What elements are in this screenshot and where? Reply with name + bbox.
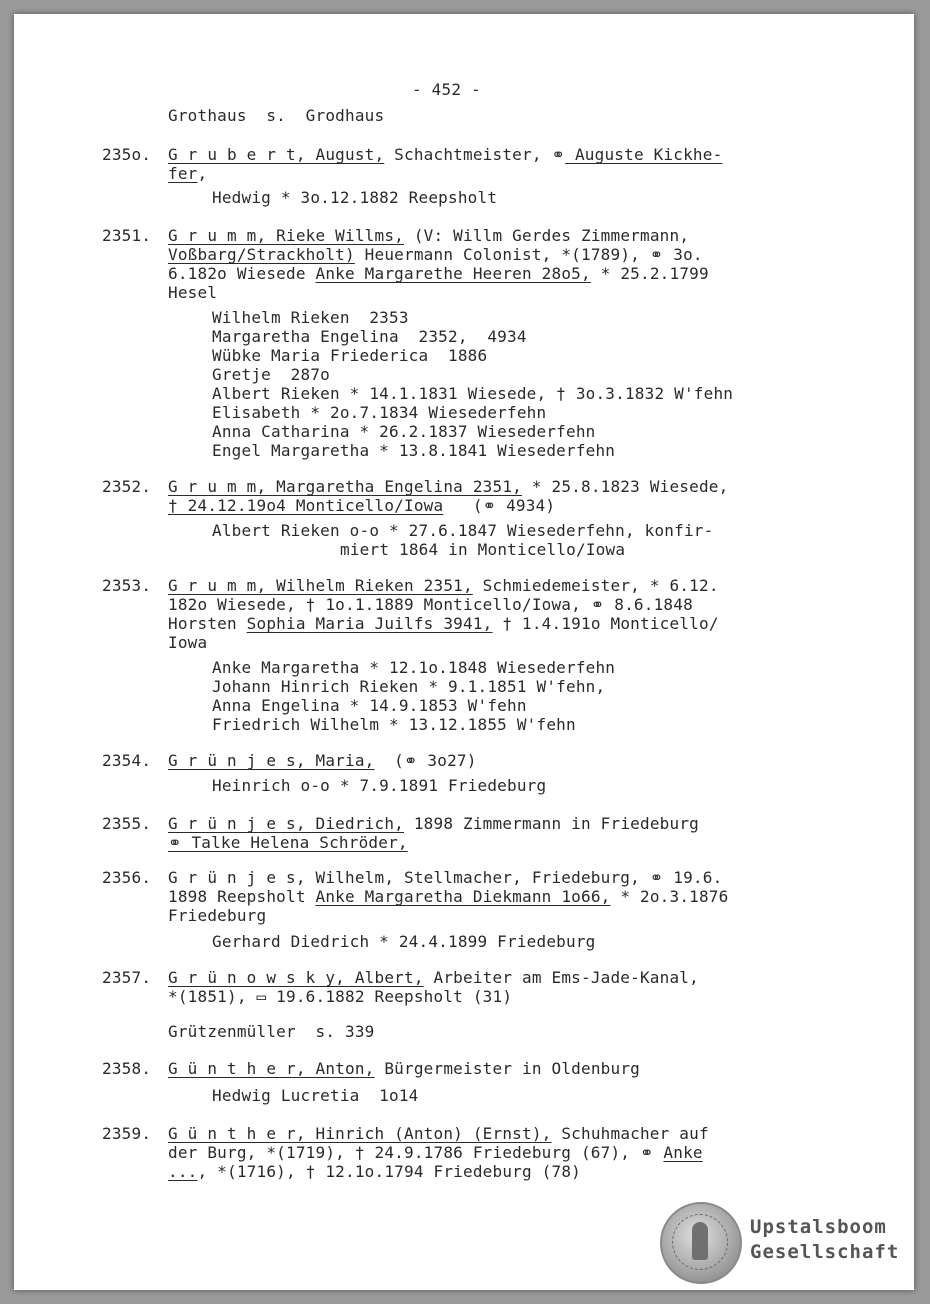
entry-name: G ü n t h e r, Hinrich (Anton) (Ernst),: [168, 1124, 552, 1143]
child-line: Albert Rieken * 14.1.1831 Wiesede, † 3o.3.1832 W'fehn: [212, 384, 734, 403]
entry-line: G r ü n o w s k y, Albert, Arbeiter am Ems-Jade-Kanal,: [168, 968, 699, 987]
child-line: Hedwig * 3o.12.1882 Reepsholt: [212, 188, 498, 207]
entry-line: ⚭ Talke Helena Schröder,: [168, 833, 408, 852]
entry-line: Friedeburg: [168, 906, 267, 925]
brand-name-line2: Gesellschaft: [750, 1241, 900, 1263]
entry-number: 2352.: [102, 477, 152, 496]
child-line: Elisabeth * 2o.7.1834 Wiesederfehn: [212, 403, 547, 422]
entry-number: 2358.: [102, 1059, 152, 1078]
entry-number: 2355.: [102, 814, 152, 833]
child-line: Gerhard Diedrich * 24.4.1899 Friedeburg: [212, 932, 596, 951]
entry-line: ..., *(1716), † 12.1o.1794 Friedeburg (78): [168, 1162, 581, 1181]
marriage-symbol: ⚭: [551, 145, 566, 164]
entry-line: G ü n t h e r, Anton, Bürgermeister in Oldenburg: [168, 1059, 640, 1078]
entry-line: *(1851), ▭ 19.6.1882 Reepsholt (31): [168, 987, 513, 1006]
document-page: [14, 14, 914, 1290]
entry-line: 1898 Reepsholt Anke Margaretha Diekmann 1o66, * 2o.3.1876: [168, 887, 729, 906]
entry-name: G r u m m, Rieke Willms,: [168, 226, 404, 245]
entry-line: 182o Wiesede, † 1o.1.1889 Monticello/Iowa, ⚭ 8.6.1848: [168, 595, 693, 614]
child-line: Anna Engelina * 14.9.1853 W'fehn: [212, 696, 527, 715]
child-line: Albert Rieken o-o * 27.6.1847 Wiesederfehn, konfir-: [212, 521, 714, 540]
entry-name: G r u m m, Margaretha Engelina 2351,: [168, 477, 522, 496]
entry-number: 2354.: [102, 751, 152, 770]
entry-name: G r u m m, Wilhelm Rieken 2351,: [168, 576, 473, 595]
child-line: Anke Margaretha * 12.1o.1848 Wiesederfehn: [212, 658, 616, 677]
entry-line: G r u m m, Margaretha Engelina 2351, * 25.8.1823 Wiesede,: [168, 477, 729, 496]
entry-number: 2359.: [102, 1124, 152, 1143]
entry-number: 235o.: [102, 145, 152, 164]
entry-line: Iowa: [168, 633, 208, 652]
entry-line: G r ü n j e s, Diedrich, 1898 Zimmermann in Friedeburg: [168, 814, 699, 833]
child-line: Anna Catharina * 26.2.1837 Wiesederfehn: [212, 422, 596, 441]
entry-line: Voßbarg/Strackholt) Heuermann Colonist, *(1789), ⚭ 3o.: [168, 245, 703, 264]
entry-number: 2357.: [102, 968, 152, 987]
entry-name: G r u b e r t, August,: [168, 145, 385, 164]
entry-name: G r ü n o w s k y, Albert,: [168, 968, 424, 987]
child-line: Wübke Maria Friederica 1886: [212, 346, 488, 365]
entry-line: G r u m m, Wilhelm Rieken 2351, Schmiedemeister, * 6.12.: [168, 576, 719, 595]
entry-name: G r ü n j e s, Diedrich,: [168, 814, 404, 833]
entry-line: 6.182o Wiesede Anke Margarethe Heeren 28o5, * 25.2.1799: [168, 264, 709, 283]
entry-line: † 24.12.19o4 Monticello/Iowa (⚭ 4934): [168, 496, 556, 515]
entry-line: fer,: [168, 164, 208, 183]
child-line: Heinrich o-o * 7.9.1891 Friedeburg: [212, 776, 547, 795]
child-line: Wilhelm Rieken 2353: [212, 308, 409, 327]
child-line: Margaretha Engelina 2352, 4934: [212, 327, 527, 346]
entry-number: 2351.: [102, 226, 152, 245]
entry-line: G r u m m, Rieke Willms, (V: Willm Gerdes Zimmermann,: [168, 226, 690, 245]
child-line: Johann Hinrich Rieken * 9.1.1851 W'fehn,: [212, 677, 606, 696]
entry-line: G r ü n j e s, Wilhelm, Stellmacher, Friedeburg, ⚭ 19.6.: [168, 868, 723, 887]
entry-name: G r ü n j e s, Maria,: [168, 751, 375, 770]
entry-name: G ü n t h e r, Anton,: [168, 1059, 375, 1078]
cross-reference: Grothaus s. Grodhaus: [168, 106, 385, 125]
entry-number: 2356.: [102, 868, 152, 887]
child-line: Gretje 287o: [212, 365, 330, 384]
page-number: - 452 -: [412, 80, 481, 99]
child-line: miert 1864 in Monticello/Iowa: [340, 540, 626, 559]
entry-line: G ü n t h e r, Hinrich (Anton) (Ernst), Schuhmacher auf: [168, 1124, 709, 1143]
entry-line: der Burg, *(1719), † 24.9.1786 Friedeburg (67), ⚭ Anke: [168, 1143, 703, 1162]
child-line: Friedrich Wilhelm * 13.12.1855 W'fehn: [212, 715, 576, 734]
child-line: Hedwig Lucretia 1o14: [212, 1086, 419, 1105]
entry-line: G r ü n j e s, Maria, (⚭ 3o27): [168, 751, 477, 770]
entry-line: G r u b e r t, August, Schachtmeister, ⚭ Auguste Kickhe-: [168, 145, 723, 164]
child-line: Engel Margaretha * 13.8.1841 Wiesederfehn: [212, 441, 616, 460]
brand-name-line1: Upstalsboom: [750, 1216, 887, 1238]
society-seal-icon: [660, 1202, 742, 1284]
entry-line: Hesel: [168, 283, 218, 302]
entry-line: Horsten Sophia Maria Juilfs 3941, † 1.4.191o Monticello/: [168, 614, 719, 633]
cross-reference: Grützenmüller s. 339: [168, 1022, 375, 1041]
entry-number: 2353.: [102, 576, 152, 595]
seal-figure: [692, 1222, 708, 1260]
